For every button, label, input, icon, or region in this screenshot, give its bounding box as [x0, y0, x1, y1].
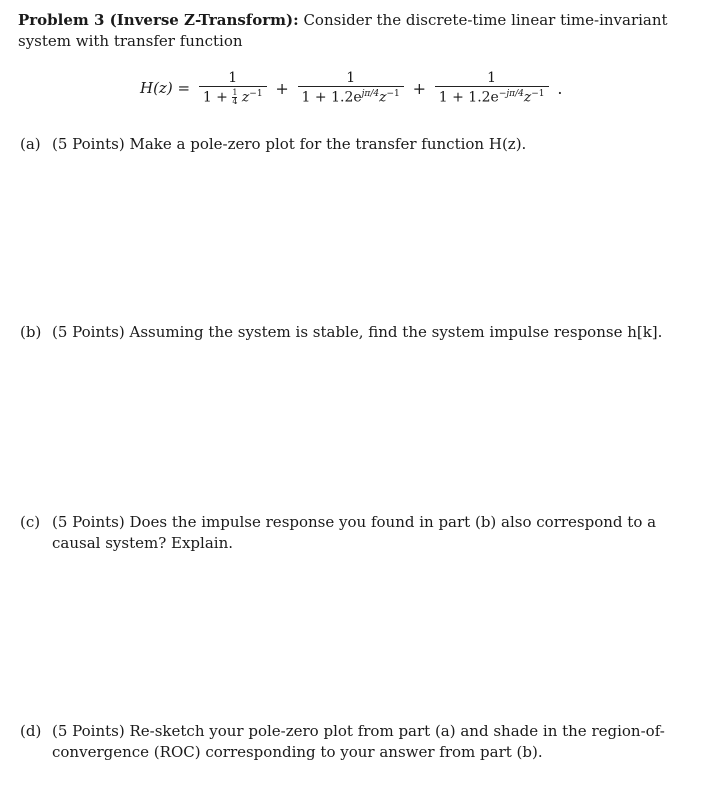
part-c-label: (c): [20, 513, 41, 531]
term-3-den-exp-1: −jπ/4: [498, 89, 524, 100]
term-1-coef-num: 1: [232, 88, 238, 98]
term-1-coef-den: 4: [232, 97, 238, 107]
term-3-den-a: 1 + 1.2e: [438, 89, 499, 106]
term-2-den-exp-1: jπ/4: [361, 89, 380, 100]
part-a-text: (5 Points) Make a pole-zero plot for the transfer function H(z).: [52, 135, 527, 153]
term-1-coefficient: [232, 89, 237, 106]
part-c-text-1: (5 Points) Does the impulse response you found in part (b) also correspond to a: [52, 513, 657, 531]
plus-sign-1: +: [275, 78, 289, 98]
part-d-text-2: convergence (ROC) corresponding to your answer from part (b).: [52, 743, 543, 761]
fraction-term-1: [199, 70, 267, 106]
part-b-label: (b): [20, 323, 42, 341]
term-3-denominator: [435, 86, 549, 106]
problem-title: Problem 3 (Inverse Z-Transform):: [18, 11, 299, 29]
term-3-numerator: 1: [487, 70, 497, 87]
fraction-term-3: [435, 70, 549, 106]
problem-intro: [18, 10, 708, 52]
term-1-numerator: 1: [228, 70, 238, 86]
term-1-den-a: 1 +: [202, 89, 228, 106]
plus-sign-2: +: [412, 78, 426, 98]
term-3-den-z: z: [523, 89, 532, 106]
part-b: [20, 322, 680, 343]
part-d-text-1: (5 Points) Re-sketch your pole-zero plot from part (a) and shade in the region-of-: [52, 722, 665, 740]
part-b-text: (5 Points) Assuming the system is stable, find the system impulse response h[k].: [52, 323, 663, 341]
term-2-denominator: [298, 86, 404, 106]
term-2-den-z: z: [379, 89, 387, 106]
part-d: [20, 721, 680, 763]
equation-lhs: H(z) =: [140, 79, 191, 98]
term-3-den-exp-2: −1: [531, 89, 545, 100]
fraction-term-2: [298, 70, 404, 106]
part-c-text-2: causal system? Explain.: [52, 534, 233, 552]
term-1-den-exp: −1: [249, 89, 263, 99]
part-a: [20, 134, 680, 155]
part-d-label: (d): [20, 722, 42, 740]
transfer-function-equation: [140, 70, 700, 120]
intro-line-2: system with transfer function: [18, 32, 243, 50]
term-2-den-a: 1 + 1.2e: [301, 89, 362, 106]
part-c: [20, 512, 680, 554]
term-1-den-z: z: [241, 89, 250, 106]
term-1-denominator: [199, 86, 267, 106]
equation-period: .: [557, 78, 563, 98]
part-a-label: (a): [20, 135, 41, 153]
term-2-den-exp-2: −1: [386, 89, 400, 100]
term-2-numerator: 1: [346, 70, 356, 87]
intro-line-1: Consider the discrete-time linear time-invariant: [303, 11, 668, 29]
